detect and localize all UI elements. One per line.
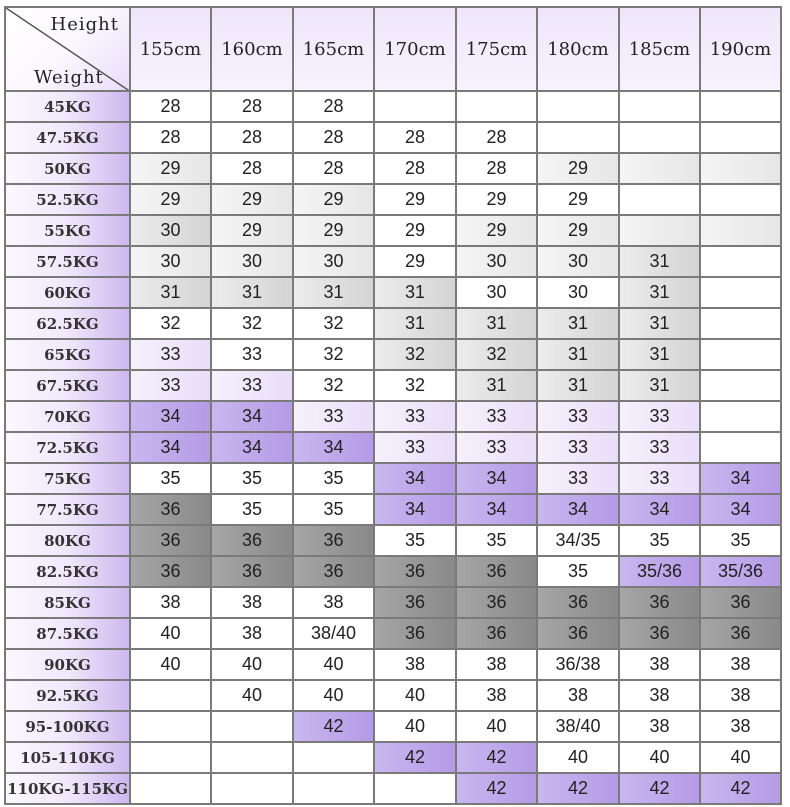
weight-label: 85KG	[5, 587, 130, 618]
size-cell: 33	[456, 432, 537, 463]
size-cell: 38/40	[293, 618, 374, 649]
size-cell: 28	[130, 91, 211, 122]
size-cell	[700, 153, 781, 184]
size-cell: 32	[293, 339, 374, 370]
size-cell: 35/36	[619, 556, 700, 587]
size-cell: 35	[293, 494, 374, 525]
size-cell: 30	[537, 277, 619, 308]
size-cell: 29	[537, 153, 619, 184]
size-cell: 29	[456, 184, 537, 215]
size-cell	[619, 184, 700, 215]
size-cell: 34	[456, 463, 537, 494]
size-cell: 33	[130, 370, 211, 401]
size-cell: 28	[130, 122, 211, 153]
weight-label: 105-110KG	[5, 742, 130, 773]
size-cell: 34	[700, 463, 781, 494]
size-cell: 35	[456, 525, 537, 556]
size-cell: 40	[700, 742, 781, 773]
size-cell: 36	[619, 618, 700, 649]
size-cell	[456, 91, 537, 122]
size-cell: 29	[211, 215, 293, 246]
size-cell: 34	[456, 494, 537, 525]
size-cell: 30	[130, 246, 211, 277]
table-row	[5, 680, 781, 711]
size-cell: 31	[456, 370, 537, 401]
table-row	[5, 401, 781, 432]
size-cell: 34	[374, 494, 456, 525]
table-row	[5, 370, 781, 401]
weight-label: 70KG	[5, 401, 130, 432]
size-cell: 33	[130, 339, 211, 370]
size-cell: 31	[537, 370, 619, 401]
size-cell: 40	[456, 711, 537, 742]
size-cell: 36	[293, 525, 374, 556]
table-row	[5, 525, 781, 556]
size-cell: 31	[537, 339, 619, 370]
size-cell: 29	[211, 184, 293, 215]
size-cell	[619, 153, 700, 184]
size-cell	[619, 91, 700, 122]
size-cell: 33	[211, 370, 293, 401]
size-cell: 31	[619, 277, 700, 308]
size-cell: 28	[211, 91, 293, 122]
table-row	[5, 742, 781, 773]
size-cell: 28	[211, 122, 293, 153]
table-row	[5, 649, 781, 680]
size-cell: 36	[130, 525, 211, 556]
size-cell: 36	[456, 587, 537, 618]
size-cell: 36	[700, 618, 781, 649]
weight-label: 55KG	[5, 215, 130, 246]
size-cell: 38	[619, 711, 700, 742]
size-cell: 34	[211, 401, 293, 432]
table-row	[5, 153, 781, 184]
size-cell	[293, 773, 374, 804]
table-row	[5, 246, 781, 277]
size-cell: 28	[293, 122, 374, 153]
size-cell	[700, 339, 781, 370]
size-cell: 38	[700, 649, 781, 680]
size-cell: 36	[293, 556, 374, 587]
weight-label: 80KG	[5, 525, 130, 556]
size-cell	[700, 215, 781, 246]
size-cell: 34	[537, 494, 619, 525]
size-cell	[211, 773, 293, 804]
size-cell: 34	[130, 401, 211, 432]
size-cell: 33	[374, 401, 456, 432]
size-cell	[374, 773, 456, 804]
weight-axis-label: Weight	[34, 67, 104, 88]
size-cell	[211, 742, 293, 773]
size-cell: 34	[374, 463, 456, 494]
height-header: 175cm	[456, 7, 537, 91]
size-cell: 31	[211, 277, 293, 308]
weight-label: 47.5KG	[5, 122, 130, 153]
size-cell: 38	[130, 587, 211, 618]
size-cell: 35	[537, 556, 619, 587]
size-cell: 30	[130, 215, 211, 246]
size-cell: 42	[456, 742, 537, 773]
size-cell: 35	[293, 463, 374, 494]
size-cell	[130, 773, 211, 804]
size-cell: 29	[374, 215, 456, 246]
size-cell: 36	[130, 556, 211, 587]
size-cell	[211, 711, 293, 742]
size-cell: 30	[293, 246, 374, 277]
weight-label: 82.5KG	[5, 556, 130, 587]
size-cell: 38/40	[537, 711, 619, 742]
size-cell: 35	[130, 463, 211, 494]
size-cell: 28	[293, 153, 374, 184]
size-cell: 36/38	[537, 649, 619, 680]
size-cell: 38	[537, 680, 619, 711]
size-cell	[700, 246, 781, 277]
size-cell: 36	[211, 556, 293, 587]
height-header: 180cm	[537, 7, 619, 91]
size-cell: 35	[619, 525, 700, 556]
size-cell	[619, 122, 700, 153]
size-cell: 29	[537, 184, 619, 215]
size-cell: 28	[374, 153, 456, 184]
size-cell	[130, 711, 211, 742]
size-cell	[293, 742, 374, 773]
size-cell	[700, 401, 781, 432]
size-cell: 33	[619, 401, 700, 432]
size-cell: 31	[374, 277, 456, 308]
weight-label: 62.5KG	[5, 308, 130, 339]
size-cell: 38	[456, 680, 537, 711]
size-cell: 40	[619, 742, 700, 773]
weight-label: 52.5KG	[5, 184, 130, 215]
size-cell: 31	[130, 277, 211, 308]
size-cell: 40	[374, 711, 456, 742]
weight-label: 95-100KG	[5, 711, 130, 742]
table-row	[5, 463, 781, 494]
size-cell: 38	[700, 680, 781, 711]
size-cell: 38	[619, 680, 700, 711]
height-header: 160cm	[211, 7, 293, 91]
size-cell: 35	[374, 525, 456, 556]
size-cell: 40	[211, 649, 293, 680]
size-cell: 29	[374, 184, 456, 215]
size-cell	[130, 742, 211, 773]
table-row	[5, 618, 781, 649]
table-row	[5, 711, 781, 742]
size-cell: 35/36	[700, 556, 781, 587]
size-cell: 40	[374, 680, 456, 711]
size-cell: 28	[293, 91, 374, 122]
size-cell: 42	[293, 711, 374, 742]
size-cell: 34	[700, 494, 781, 525]
size-cell: 36	[374, 618, 456, 649]
size-cell: 36	[700, 587, 781, 618]
size-cell: 34	[130, 432, 211, 463]
size-cell: 40	[130, 649, 211, 680]
table-row	[5, 773, 781, 804]
size-cell: 29	[537, 215, 619, 246]
size-cell: 33	[537, 463, 619, 494]
size-cell: 38	[211, 587, 293, 618]
table-row	[5, 184, 781, 215]
size-cell: 35	[211, 463, 293, 494]
size-cell: 40	[293, 649, 374, 680]
size-cell: 31	[619, 339, 700, 370]
weight-label: 75KG	[5, 463, 130, 494]
size-cell: 32	[293, 370, 374, 401]
weight-label: 45KG	[5, 91, 130, 122]
size-cell: 34	[619, 494, 700, 525]
size-table	[4, 6, 782, 805]
size-cell: 28	[456, 122, 537, 153]
size-cell: 32	[293, 308, 374, 339]
weight-label: 110KG-115KG	[5, 773, 130, 804]
size-cell: 38	[619, 649, 700, 680]
size-cell: 28	[211, 153, 293, 184]
size-cell: 40	[130, 618, 211, 649]
size-cell	[700, 122, 781, 153]
size-cell: 33	[619, 463, 700, 494]
size-cell: 29	[293, 215, 374, 246]
size-cell: 34	[211, 432, 293, 463]
size-cell: 36	[456, 618, 537, 649]
size-cell: 36	[130, 494, 211, 525]
size-cell	[700, 370, 781, 401]
size-cell: 31	[456, 308, 537, 339]
height-header: 185cm	[619, 7, 700, 91]
size-cell	[700, 432, 781, 463]
size-cell: 29	[293, 184, 374, 215]
size-cell: 31	[619, 308, 700, 339]
table-row	[5, 122, 781, 153]
height-header: 155cm	[130, 7, 211, 91]
table-row	[5, 308, 781, 339]
corner-cell	[5, 7, 130, 91]
size-cell: 32	[130, 308, 211, 339]
size-cell: 31	[537, 308, 619, 339]
size-cell: 36	[374, 556, 456, 587]
size-cell: 28	[456, 153, 537, 184]
size-cell: 33	[619, 432, 700, 463]
size-cell	[700, 184, 781, 215]
size-cell: 29	[456, 215, 537, 246]
size-cell	[700, 91, 781, 122]
size-cell: 38	[700, 711, 781, 742]
size-cell: 28	[374, 122, 456, 153]
size-cell: 29	[374, 246, 456, 277]
weight-label: 92.5KG	[5, 680, 130, 711]
table-body	[5, 91, 781, 804]
size-cell: 42	[700, 773, 781, 804]
size-cell: 29	[130, 153, 211, 184]
size-cell: 29	[130, 184, 211, 215]
size-cell: 36	[211, 525, 293, 556]
table-row	[5, 432, 781, 463]
weight-label: 87.5KG	[5, 618, 130, 649]
size-cell: 31	[619, 370, 700, 401]
size-cell: 40	[211, 680, 293, 711]
table-row	[5, 91, 781, 122]
size-cell: 32	[374, 339, 456, 370]
size-cell: 33	[456, 401, 537, 432]
weight-label: 90KG	[5, 649, 130, 680]
size-cell	[537, 91, 619, 122]
size-cell: 30	[211, 246, 293, 277]
size-cell: 40	[537, 742, 619, 773]
height-header: 165cm	[293, 7, 374, 91]
weight-label: 67.5KG	[5, 370, 130, 401]
size-cell	[537, 122, 619, 153]
size-cell: 38	[211, 618, 293, 649]
header-row	[5, 7, 781, 91]
height-axis-label: Height	[50, 14, 119, 35]
size-cell: 33	[293, 401, 374, 432]
table-row	[5, 494, 781, 525]
size-cell: 38	[374, 649, 456, 680]
size-cell: 42	[456, 773, 537, 804]
height-header: 190cm	[700, 7, 781, 91]
size-cell: 32	[374, 370, 456, 401]
size-cell: 34/35	[537, 525, 619, 556]
size-cell: 32	[456, 339, 537, 370]
size-cell	[130, 680, 211, 711]
size-cell: 30	[537, 246, 619, 277]
size-cell: 42	[537, 773, 619, 804]
table-row	[5, 587, 781, 618]
size-cell: 36	[456, 556, 537, 587]
size-cell: 33	[211, 339, 293, 370]
size-cell: 38	[456, 649, 537, 680]
table-row	[5, 339, 781, 370]
weight-label: 72.5KG	[5, 432, 130, 463]
table-row	[5, 556, 781, 587]
size-cell: 33	[537, 432, 619, 463]
size-cell: 34	[293, 432, 374, 463]
size-cell: 33	[537, 401, 619, 432]
size-cell: 31	[374, 308, 456, 339]
height-header: 170cm	[374, 7, 456, 91]
table-row	[5, 277, 781, 308]
size-cell: 32	[211, 308, 293, 339]
weight-label: 60KG	[5, 277, 130, 308]
size-cell	[700, 308, 781, 339]
weight-label: 50KG	[5, 153, 130, 184]
size-cell: 31	[293, 277, 374, 308]
size-cell: 36	[537, 587, 619, 618]
weight-label: 77.5KG	[5, 494, 130, 525]
size-cell	[374, 91, 456, 122]
size-cell: 38	[293, 587, 374, 618]
size-cell: 36	[619, 587, 700, 618]
size-cell: 33	[374, 432, 456, 463]
size-cell: 35	[211, 494, 293, 525]
size-cell	[619, 215, 700, 246]
weight-label: 57.5KG	[5, 246, 130, 277]
size-cell	[700, 277, 781, 308]
size-cell: 42	[619, 773, 700, 804]
size-cell: 36	[537, 618, 619, 649]
size-cell: 36	[374, 587, 456, 618]
size-cell: 42	[374, 742, 456, 773]
size-cell: 40	[293, 680, 374, 711]
size-cell: 30	[456, 277, 537, 308]
size-cell: 31	[619, 246, 700, 277]
table-row	[5, 215, 781, 246]
size-cell: 35	[700, 525, 781, 556]
size-cell: 30	[456, 246, 537, 277]
weight-label: 65KG	[5, 339, 130, 370]
